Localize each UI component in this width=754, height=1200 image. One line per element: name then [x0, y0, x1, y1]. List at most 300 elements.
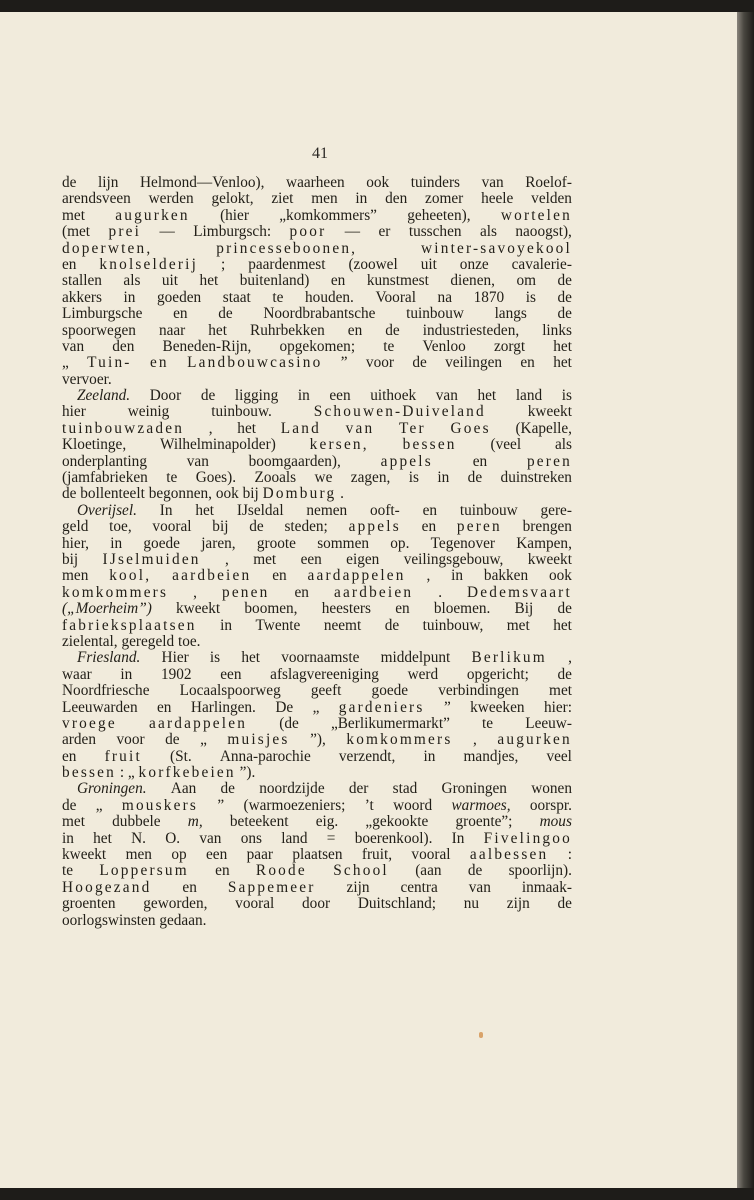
word: arendsveen — [62, 190, 131, 208]
word: in — [220, 616, 232, 634]
word: , — [208, 419, 213, 437]
word: stad — [392, 780, 418, 798]
word: veilingen — [445, 354, 503, 372]
word: paardenmest — [248, 255, 326, 273]
text-line — [62, 667, 572, 683]
word: 1870 — [473, 288, 505, 306]
word: sommen — [317, 534, 370, 552]
word: appels — [380, 452, 433, 470]
word: te — [272, 288, 284, 306]
word: bessen — [62, 764, 116, 782]
word: gedaan. — [159, 911, 207, 929]
text-line — [62, 765, 572, 781]
word: korfkebeien — [138, 764, 236, 782]
word: boerenkool). — [354, 829, 433, 847]
word: peren — [456, 518, 502, 536]
text-line — [62, 486, 572, 502]
word: „ — [62, 354, 69, 372]
word: is — [561, 387, 572, 405]
word: akkers — [62, 288, 102, 306]
word: en — [330, 272, 346, 290]
word: (hier — [220, 206, 249, 224]
word: dienen, — [450, 272, 495, 290]
text-line — [62, 241, 572, 257]
word: geworden, — [143, 895, 208, 913]
word: Goes — [450, 419, 491, 437]
word: kool, — [109, 567, 152, 585]
word: vooral — [235, 895, 275, 913]
word: de — [62, 485, 77, 503]
word: de — [557, 288, 572, 306]
text-line — [62, 503, 572, 519]
word: vooral — [152, 518, 192, 536]
word: te — [383, 337, 395, 355]
word: Vooral — [375, 288, 416, 306]
word: uit — [161, 272, 179, 290]
word: Venloo — [422, 337, 466, 355]
word: : — [567, 846, 572, 864]
word: kunstmest — [366, 272, 429, 290]
word: en — [395, 600, 410, 618]
word: Schouwen-Duiveland — [313, 403, 486, 421]
text-line — [62, 339, 572, 355]
word: en — [347, 321, 363, 339]
word: langs — [494, 305, 527, 323]
word: Domburg — [262, 485, 337, 503]
word: Duitschland; — [357, 895, 436, 913]
word: van — [468, 878, 491, 896]
word: het — [477, 387, 497, 405]
text-line — [62, 683, 572, 699]
word: Roode — [255, 862, 307, 880]
word: Helmond—Venloo), — [139, 174, 265, 191]
word: we — [314, 469, 333, 487]
word: met — [62, 813, 85, 831]
word: Beneden-Rijn, — [162, 337, 252, 355]
word: (met — [62, 223, 91, 241]
word: spoorlijn). — [508, 862, 572, 880]
word: waarheen — [286, 174, 345, 191]
word: ons — [240, 829, 262, 847]
text-line — [62, 896, 572, 912]
word: = — [326, 829, 336, 847]
word: „ — [312, 698, 320, 716]
word: , — [225, 550, 229, 568]
text-line — [62, 601, 572, 617]
word: de — [384, 616, 400, 634]
word: Zeeland. — [77, 387, 131, 405]
word: 1902 — [160, 665, 192, 683]
word: en — [272, 567, 287, 585]
text-line — [62, 323, 572, 339]
word: noordzijde — [259, 780, 325, 798]
word: uit — [420, 255, 437, 273]
word: ” — [217, 796, 225, 814]
text-line — [62, 618, 572, 634]
word: den — [112, 337, 135, 355]
word: land — [515, 387, 543, 405]
word: dubbele — [112, 813, 161, 831]
word: Tegenover — [430, 534, 495, 552]
word: Door — [149, 387, 182, 405]
word: onze — [459, 255, 489, 273]
word: opgericht; — [466, 665, 529, 683]
word: ”). — [239, 764, 256, 782]
word: met — [253, 550, 277, 568]
text-line — [62, 749, 572, 765]
word: van — [481, 174, 504, 191]
word: „ — [127, 764, 135, 782]
word: gelokt, — [211, 190, 254, 208]
word: te — [482, 714, 494, 732]
word: bij — [62, 550, 79, 568]
word: en — [149, 354, 169, 372]
text-line — [62, 421, 572, 437]
word: tusschen — [408, 223, 462, 241]
word: heesters — [321, 600, 371, 618]
word: prei — [108, 223, 142, 241]
word: In — [159, 501, 173, 519]
word: der — [348, 780, 369, 798]
word: (jamfabrieken — [62, 469, 148, 487]
word: Bij — [514, 600, 534, 618]
word: ” — [443, 698, 451, 716]
word: komkommers — [62, 583, 169, 601]
word: kweekt — [62, 846, 107, 864]
word: eig. — [315, 813, 339, 831]
word: Noordfriesche — [62, 682, 150, 700]
word: steden; — [284, 518, 328, 536]
text-line — [62, 880, 572, 896]
word: van — [345, 419, 375, 437]
text-line — [62, 224, 572, 240]
word: de — [249, 518, 264, 536]
word: kersen, — [309, 436, 369, 454]
word: („Moerheim”) — [62, 600, 152, 618]
word: knolselderij — [99, 255, 199, 273]
word: als — [554, 436, 572, 454]
page-edge-shadow — [737, 12, 754, 1188]
word: (aan — [415, 862, 442, 880]
word: oorspr. — [529, 796, 572, 814]
word: nu — [463, 895, 480, 913]
word: ook — [215, 485, 239, 503]
word: doperwten, — [62, 239, 153, 257]
word: Twente — [255, 616, 301, 634]
word: in — [123, 288, 136, 306]
word: woord — [393, 796, 433, 814]
word: (warmoezeniers; — [243, 796, 346, 814]
word: naoogst), — [515, 223, 572, 241]
word: beteekent — [229, 813, 289, 831]
text-line — [62, 831, 572, 847]
word: in — [355, 190, 368, 208]
word: met — [549, 682, 572, 700]
word: De — [275, 698, 294, 716]
word: op. — [390, 534, 410, 552]
word: de — [165, 731, 180, 749]
word: geeft — [310, 682, 342, 700]
word: (veel — [490, 436, 522, 454]
word: en — [62, 747, 77, 765]
word: Zooals — [254, 469, 297, 487]
word: Roelof- — [525, 174, 572, 191]
word: groenten — [62, 895, 116, 913]
word: bij — [212, 518, 229, 536]
text-line — [62, 175, 572, 191]
word: Fivelingoo — [483, 829, 572, 847]
word: met — [62, 206, 85, 224]
word: zijn — [506, 895, 530, 913]
text-line — [62, 568, 572, 584]
word: , — [473, 731, 477, 749]
word: „ — [95, 796, 103, 814]
word: waar — [62, 665, 92, 683]
word: Friesland. — [77, 649, 141, 667]
word: „gekookte — [365, 813, 429, 831]
word: goede — [371, 682, 409, 700]
word: O. — [165, 829, 181, 847]
text-line — [62, 191, 572, 207]
word: aardbeien — [333, 583, 414, 601]
word: tuinbouw, — [422, 616, 484, 634]
word: te — [62, 862, 74, 880]
word: plaatsen — [292, 846, 343, 864]
word: toe. — [177, 632, 201, 650]
word: Tuin- — [87, 354, 132, 372]
word: wortelen — [500, 206, 572, 224]
word: augurken — [115, 206, 190, 224]
word: zorgt — [493, 337, 526, 355]
word: met — [506, 616, 530, 634]
word: den — [385, 190, 408, 208]
word: men — [311, 190, 338, 208]
word: Limburgsche — [62, 305, 143, 323]
text-line — [62, 470, 572, 486]
text-line — [62, 716, 572, 732]
word: en — [62, 255, 77, 273]
word: aalbessen — [469, 846, 549, 864]
word: (St. — [170, 747, 192, 765]
word: een — [300, 550, 322, 568]
word: Kloetinge, — [62, 436, 127, 454]
word: en — [157, 698, 172, 716]
word: paar — [246, 846, 273, 864]
text-line — [62, 355, 572, 371]
word: de — [62, 796, 77, 814]
word: uithoek — [370, 387, 417, 405]
word: Hier — [161, 649, 189, 667]
word: links — [542, 321, 572, 339]
word: spoorwegen — [62, 321, 136, 339]
word: (Kapelle, — [515, 419, 572, 437]
word: de — [385, 321, 400, 339]
word: Groningen — [441, 780, 507, 798]
word: , — [193, 583, 197, 601]
text-line — [62, 437, 572, 453]
word: geregeld — [121, 632, 175, 650]
word: de — [467, 469, 483, 487]
word: industriesteden, — [422, 321, 520, 339]
word: het — [208, 321, 227, 339]
word: Hoogezand — [62, 878, 152, 896]
word: het — [553, 354, 572, 372]
word: tuinbouw — [406, 305, 464, 323]
word: mandjes, — [463, 747, 519, 765]
word: buitenland) — [239, 272, 310, 290]
word: goede — [143, 534, 180, 552]
word: fabrieksplaatsen — [62, 616, 197, 634]
word: en — [294, 583, 309, 601]
word: in — [110, 534, 123, 552]
word: vervoer. — [62, 370, 112, 388]
word: bakken — [483, 567, 529, 585]
word: N. — [131, 829, 146, 847]
word: Ruhrbekken — [250, 321, 325, 339]
word: men — [125, 846, 152, 864]
word: de — [220, 780, 235, 798]
text-line — [62, 552, 572, 568]
word: Anna-parochie — [219, 747, 311, 765]
word: toe, — [109, 518, 132, 536]
word: hier, — [62, 534, 89, 552]
text-line — [62, 700, 572, 716]
word: de — [467, 862, 483, 880]
word: voor — [365, 354, 394, 372]
word: (de — [279, 714, 299, 732]
word: in — [423, 747, 436, 765]
word: Harlingen. — [190, 698, 256, 716]
word: „komkommers” — [279, 206, 377, 224]
text-line — [62, 454, 572, 470]
word: kweekt — [527, 403, 572, 421]
word: penen — [221, 583, 270, 601]
word: in — [297, 387, 310, 405]
book-page — [0, 12, 739, 1188]
text-line — [62, 257, 572, 273]
word: ” — [340, 354, 348, 372]
word: — — [159, 223, 175, 241]
word: IJseldal — [236, 501, 284, 519]
word: van — [62, 337, 85, 355]
word: groente”; — [455, 813, 513, 831]
word: is — [209, 649, 221, 667]
word: Berlikum — [471, 649, 547, 667]
word: mouskers — [121, 796, 199, 814]
word: centra — [400, 878, 438, 896]
word: om — [516, 272, 536, 290]
word: de — [200, 387, 216, 405]
word: geheeten), — [407, 206, 471, 224]
word: zijn — [346, 878, 370, 896]
word: poor — [289, 223, 327, 241]
word: zielental, — [62, 632, 118, 650]
word: bollenteelt — [80, 485, 145, 503]
word: Land — [280, 419, 321, 437]
word: van — [186, 452, 209, 470]
word: het — [199, 272, 219, 290]
text-line — [62, 208, 572, 224]
word: Landbouwcasino — [187, 354, 323, 372]
word: is — [525, 288, 536, 306]
word: geld — [62, 518, 89, 536]
text-line — [62, 536, 572, 552]
word: het — [241, 649, 261, 667]
text-line — [62, 781, 572, 797]
word: men — [62, 567, 89, 585]
word: Sappemeer — [227, 878, 316, 896]
word: — — [344, 223, 361, 241]
word: Leeuwarden — [62, 698, 138, 716]
word: hier — [62, 403, 86, 421]
word: zagen, — [350, 469, 391, 487]
word: en — [215, 862, 230, 880]
word: de — [557, 895, 572, 913]
word: een — [220, 665, 242, 683]
word: groote — [256, 534, 296, 552]
word: aardbeien — [172, 567, 252, 585]
word: (zoowel — [348, 255, 398, 273]
word: de — [557, 600, 572, 618]
text-line — [62, 650, 572, 666]
word: arden — [62, 731, 96, 749]
word: afslagvereeniging — [270, 665, 379, 683]
word: het — [93, 829, 112, 847]
text-line — [62, 634, 572, 650]
word: na — [437, 288, 452, 306]
word: fruit — [104, 747, 142, 765]
word: de — [557, 305, 572, 323]
word: duinstreken — [500, 469, 572, 487]
word: cavalerie- — [511, 255, 572, 273]
text-line — [62, 372, 572, 388]
word: „Berlikumermarkt” — [330, 714, 450, 732]
text-line — [62, 732, 572, 748]
word: tuinbouw. — [211, 403, 272, 421]
word: de — [557, 272, 572, 290]
word: Overijsel. — [77, 501, 137, 519]
word: naar — [158, 321, 186, 339]
word: veilingsgebouw, — [403, 550, 504, 568]
word: het — [237, 419, 256, 437]
word: een — [206, 846, 228, 864]
word: , — [568, 649, 572, 667]
word: eigen — [346, 550, 380, 568]
word: kweeken — [470, 698, 525, 716]
word: opgekomen; — [279, 337, 356, 355]
word: hier: — [543, 698, 572, 716]
word: weinig — [127, 403, 170, 421]
text-line — [62, 273, 572, 289]
word: School — [333, 862, 389, 880]
word: door — [302, 895, 331, 913]
text-line — [62, 847, 572, 863]
word: werd — [407, 665, 439, 683]
word: ’t — [364, 796, 374, 814]
word: brengen — [522, 518, 572, 536]
word: en — [422, 501, 438, 519]
word: en — [182, 878, 197, 896]
word: Goes). — [195, 469, 237, 487]
word: van — [435, 387, 458, 405]
word: stallen — [62, 272, 102, 290]
word: de — [557, 665, 572, 683]
word: van — [199, 829, 222, 847]
word: jaren, — [201, 534, 236, 552]
word: te — [166, 469, 178, 487]
word: tuinbouw — [459, 501, 518, 519]
word: in — [437, 469, 450, 487]
